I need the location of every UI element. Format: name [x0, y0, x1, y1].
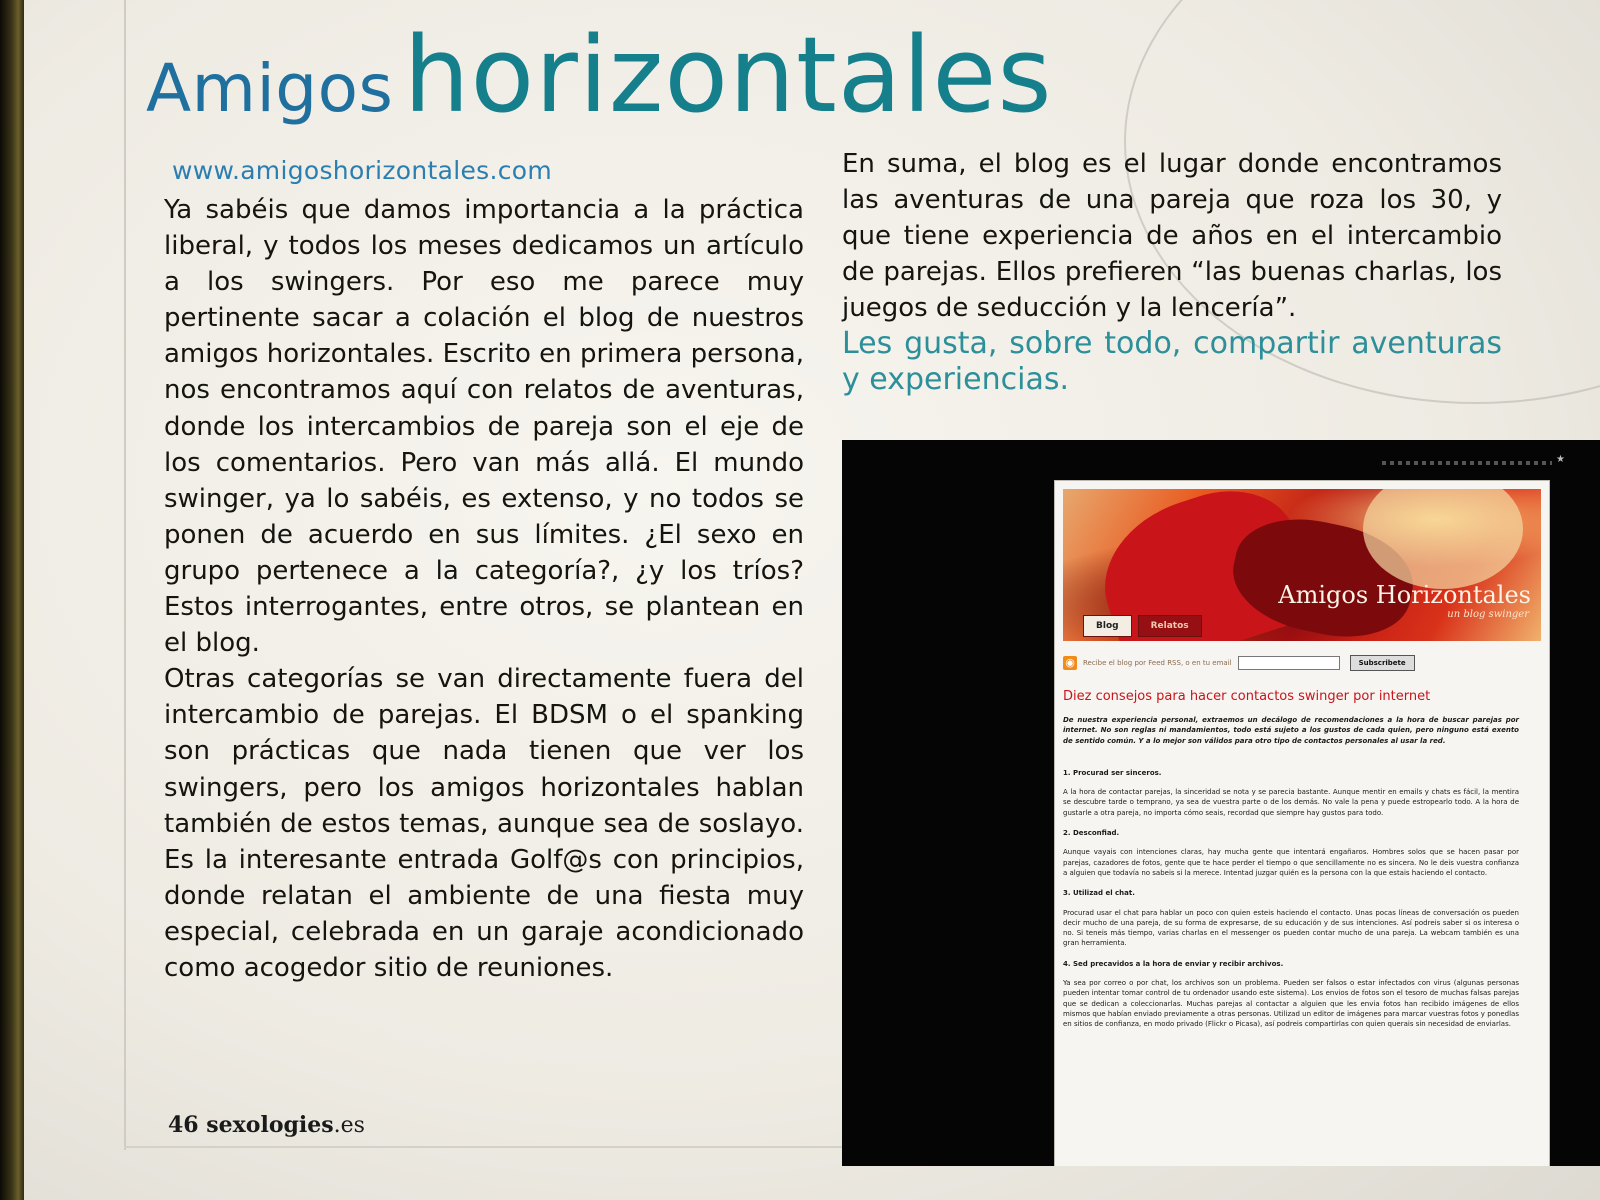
browser-toolbar-dots — [1382, 461, 1552, 465]
post-section-heading: 4. Sed precavidos a la hora de enviar y recibir archivos. — [1063, 959, 1284, 968]
rss-subscribe-row — [1063, 653, 1541, 673]
blog-page — [1054, 480, 1550, 1166]
post-title[interactable]: Diez consejos para hacer contactos swinger por internet — [1063, 689, 1431, 704]
post-section-body: Aunque vayais con intenciones claras, hay mucha gente que intentará engañaros. Hombres solos que se hacen pasar por parejas, cazadores de fotos, gente que te hace perder el tiempo o que sencillamente no es sincera. No le deis vuestra confianza a alguien que todavía no sabeis si la merece. Intentad juzgar quién es la persona con la que estais haciendo el contacto. — [1063, 848, 1519, 877]
blog-tagline: un blog swinger — [1447, 609, 1529, 620]
tab-blog[interactable]: Blog — [1083, 615, 1132, 637]
page-number: 46 — [168, 1112, 199, 1138]
title-word-amigos: Amigos — [146, 50, 394, 127]
magazine-spine — [0, 0, 26, 1200]
column-rule — [124, 0, 126, 1150]
post-section-heading: 1. Procurad ser sinceros. — [1063, 768, 1162, 777]
post-section-body: Ya sea por correo o por chat, los archivos son un problema. Pueden ser falsos o estar infectados con virus (algunas personas pueden intentar tomar control de tu ordenador usando este sistema). Los envios de fotos son el tesoro de muchas falsas parejas que se dedican a coleccionarlas. Muchas parejas al contactar a alguien que les envia fotos han recibido imágenes de ellos mismos que habían enviado previamente a otras personas. Utilizad un editor de imágenes para marcar vuestras fotos y ponedlas en sitios de confianza, en modo privado (Flickr o Picasa), así podreis compartirlas con quien querais sin necesidad de enviarlas. — [1063, 979, 1519, 1029]
blog-banner — [1063, 489, 1541, 641]
magazine-domain: .es — [333, 1113, 365, 1138]
post-intro: De nuestra experiencia personal, extraemos un decálogo de recomendaciones a la hora de buscar parejas por internet. No son reglas ni mandamientos, todo está sujeto a los gustos de cada quien, pero ninguno está exento de sentido común. Y a lo mejor son válidos para otro tipo de contactos personales al usar la red. — [1063, 716, 1519, 745]
body-paragraph: En suma, el blog es el lugar donde encontramos las aventuras de una pareja que roza los 30, y que tiene experiencia de años en el intercambio de parejas. Ellos prefieren “las buenas charlas, los juegos de seducción y la lencería”. — [842, 149, 1502, 324]
body-paragraph: Ya sabéis que damos importancia a la práctica liberal, y todos los meses dedicamos un artículo a los swingers. Por eso me parece muy pertinente sacar a colación el blog de nuestros amigos horizontales. Escrito en primera persona, nos encontramos aquí con relatos de aventuras, donde los intercambios de pareja son el eje de los comentarios. Pero van más allá. El mundo swinger, ya lo sabéis, es extenso, y no todos se ponen de acuerdo en sus límites. ¿El sexo en grupo pertenece a la categoría?, ¿y los tríos? Estos interrogantes, entre otros, se plantean en el blog. — [164, 195, 804, 659]
pull-quote: Les gusta, sobre todo, compartir aventuras y experiencias. — [842, 326, 1502, 398]
email-field[interactable] — [1238, 656, 1340, 670]
blog-screenshot — [842, 440, 1600, 1166]
post-section-body: Procurad usar el chat para hablar un poco con quien esteis haciendo el contacto. Unas pocas líneas de conversación os pueden decir mucho de una pareja, de su forma de expresarse, de su educación y de sus intenciones. Así podreis saber si os interesa o no. Si teneis más tiempo, varias charlas en el messenger os pueden contar mucho de una pareja. La webcam también es una gran herramienta. — [1063, 908, 1519, 948]
star-icon: ★ — [1556, 454, 1565, 465]
post-section-body: A la hora de contactar parejas, la sinceridad se nota y se parecia bastante. Aunque mentir en emails y chats es fácil, la mentira se descubre tarde o temprano, ya sea de vuestra parte o de los demás. No vale la pena y puede estropearlo todo. A la hora de gustarle a otra pareja, no importa cómo seais, recordad que siempre hay gustos para todo. — [1063, 788, 1519, 817]
article-title — [146, 14, 1053, 136]
rss-icon[interactable]: ◉ — [1063, 656, 1077, 670]
post-section-heading: 2. Desconfiad. — [1063, 829, 1120, 838]
title-word-horizontales: horizontales — [403, 14, 1053, 136]
left-column — [164, 192, 804, 986]
post-body — [1063, 715, 1519, 1040]
subscribe-button[interactable]: Subscribete — [1350, 655, 1415, 671]
post-section-heading: 3. Utilizad el chat. — [1063, 889, 1135, 898]
magazine-page — [24, 0, 1600, 1200]
magazine-brand: sexologies — [206, 1112, 334, 1138]
blog-tabs — [1083, 615, 1208, 637]
article-url: www.amigoshorizontales.com — [172, 156, 553, 185]
right-column — [842, 146, 1502, 398]
rss-label: Recibe el blog por Feed RSS, o en tu email — [1083, 659, 1232, 667]
tab-relatos[interactable]: Relatos — [1138, 615, 1202, 637]
page-folio — [168, 1112, 365, 1138]
body-paragraph: Otras categorías se van directamente fuera del intercambio de parejas. El BDSM o el spanking son prácticas que nada tienen que ver los swingers, pero los amigos horizontales hablan también de estos temas, aunque sea de soslayo. Es la interesante entrada Golf@s con principios, donde relatan el ambiente de una fiesta muy especial, celebrada en un garaje acondicionado como acogedor sitio de reuniones. — [164, 664, 804, 983]
blog-name: Amigos Horizontales — [1278, 581, 1531, 609]
